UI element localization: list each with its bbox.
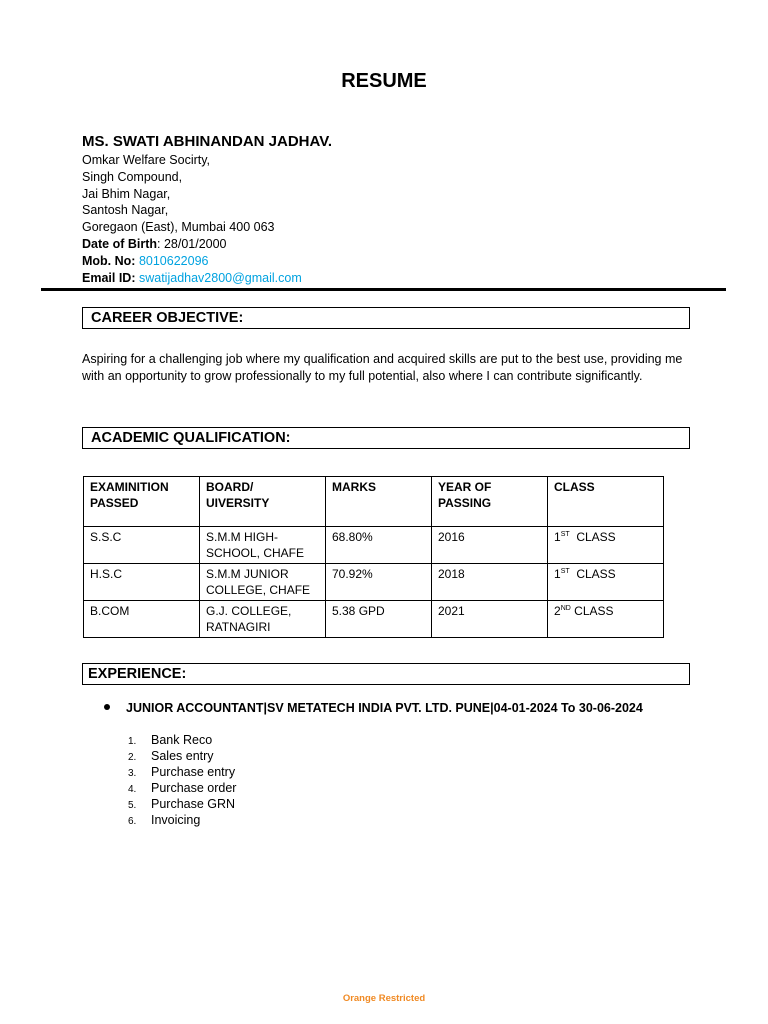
marks-cell: 5.38 GPD [326, 601, 432, 638]
career-objective-heading: CAREER OBJECTIVE: [82, 307, 690, 329]
duties-list [128, 733, 236, 829]
bullet-icon [104, 704, 110, 710]
classification-footer: Orange Restricted [342, 993, 426, 1004]
email [82, 270, 302, 287]
list-item: 4. Purchase order [128, 781, 237, 795]
year-cell: 2021 [432, 601, 548, 638]
header-divider [41, 288, 726, 291]
exam-cell: H.S.C [84, 564, 200, 601]
list-item: 6. Invoicing [128, 813, 201, 827]
table-header-cell: BOARD/ UIVERSITY [200, 477, 326, 527]
candidate-name: MS. SWATI ABHINANDAN JADHAV. [82, 133, 333, 150]
board-cell: S.M.M HIGH- SCHOOL, CHAFE [200, 527, 326, 564]
document-title: RESUME [341, 70, 427, 92]
job-entry [104, 701, 643, 715]
career-objective-text: Aspiring for a challenging job where my qualification and acquired skills are put to the best use, providing me with an opportunity to grow professionally to my full potential, also where I can contribute significantly. [82, 352, 683, 383]
experience-heading: EXPERIENCE: [82, 663, 690, 685]
address-line: Omkar Welfare Socirty, [82, 153, 211, 167]
exam-cell: S.S.C [84, 527, 200, 564]
list-item: 5. Purchase GRN [128, 797, 236, 811]
mobile-link[interactable]: 8010622096 [138, 253, 209, 268]
class-cell: 2ND CLASS [548, 601, 664, 638]
address-line: Jai Bhim Nagar, [82, 186, 171, 201]
address-line: Goregaon (East), Mumbai 400 063 [82, 220, 275, 235]
email-link[interactable]: swatijadhav2800@gmail.com [138, 270, 302, 285]
address-line: Singh Compound, [82, 169, 183, 184]
class-cell: 1ST CLASS [548, 564, 664, 601]
date-of-birth [82, 236, 302, 253]
list-item: 2. Sales entry [128, 749, 214, 763]
table-row [84, 564, 664, 601]
list-item: 1. Bank Reco [128, 733, 213, 747]
table-row [84, 527, 664, 564]
contact-block [82, 152, 302, 286]
class-cell: 1ST CLASS [548, 527, 664, 564]
email-label: Email ID: [82, 270, 136, 285]
mobile-number [82, 253, 302, 270]
table-header-cell: MARKS [326, 477, 432, 527]
academic-qualification-heading: ACADEMIC QUALIFICATION: [82, 427, 690, 449]
dob-value: : 28/01/2000 [157, 236, 227, 251]
job-title: JUNIOR ACCOUNTANT|SV METATECH INDIA PVT. LTD. PUNE|04-01-2024 To 30-06-2024 [126, 701, 643, 715]
year-cell: 2016 [432, 527, 548, 564]
mobile-label: Mob. No: [82, 253, 136, 268]
address-line: Santosh Nagar, [82, 203, 169, 218]
table-header-row [84, 477, 664, 527]
dob-label: Date of Birth [82, 236, 157, 251]
exam-cell: B.COM [84, 601, 200, 638]
marks-cell: 70.92% [326, 564, 432, 601]
list-item: 3. Purchase entry [128, 765, 236, 779]
table-header-cell: YEAR OF PASSING [432, 477, 548, 527]
board-cell: G.J. COLLEGE, RATNAGIRI [200, 601, 326, 638]
board-cell: S.M.M JUNIOR COLLEGE, CHAFE [200, 564, 326, 601]
table-row [84, 601, 664, 638]
academic-table [83, 476, 664, 638]
marks-cell: 68.80% [326, 527, 432, 564]
table-header-cell: CLASS [548, 477, 664, 527]
year-cell: 2018 [432, 564, 548, 601]
table-header-cell: EXAMINITION PASSED [84, 477, 200, 527]
